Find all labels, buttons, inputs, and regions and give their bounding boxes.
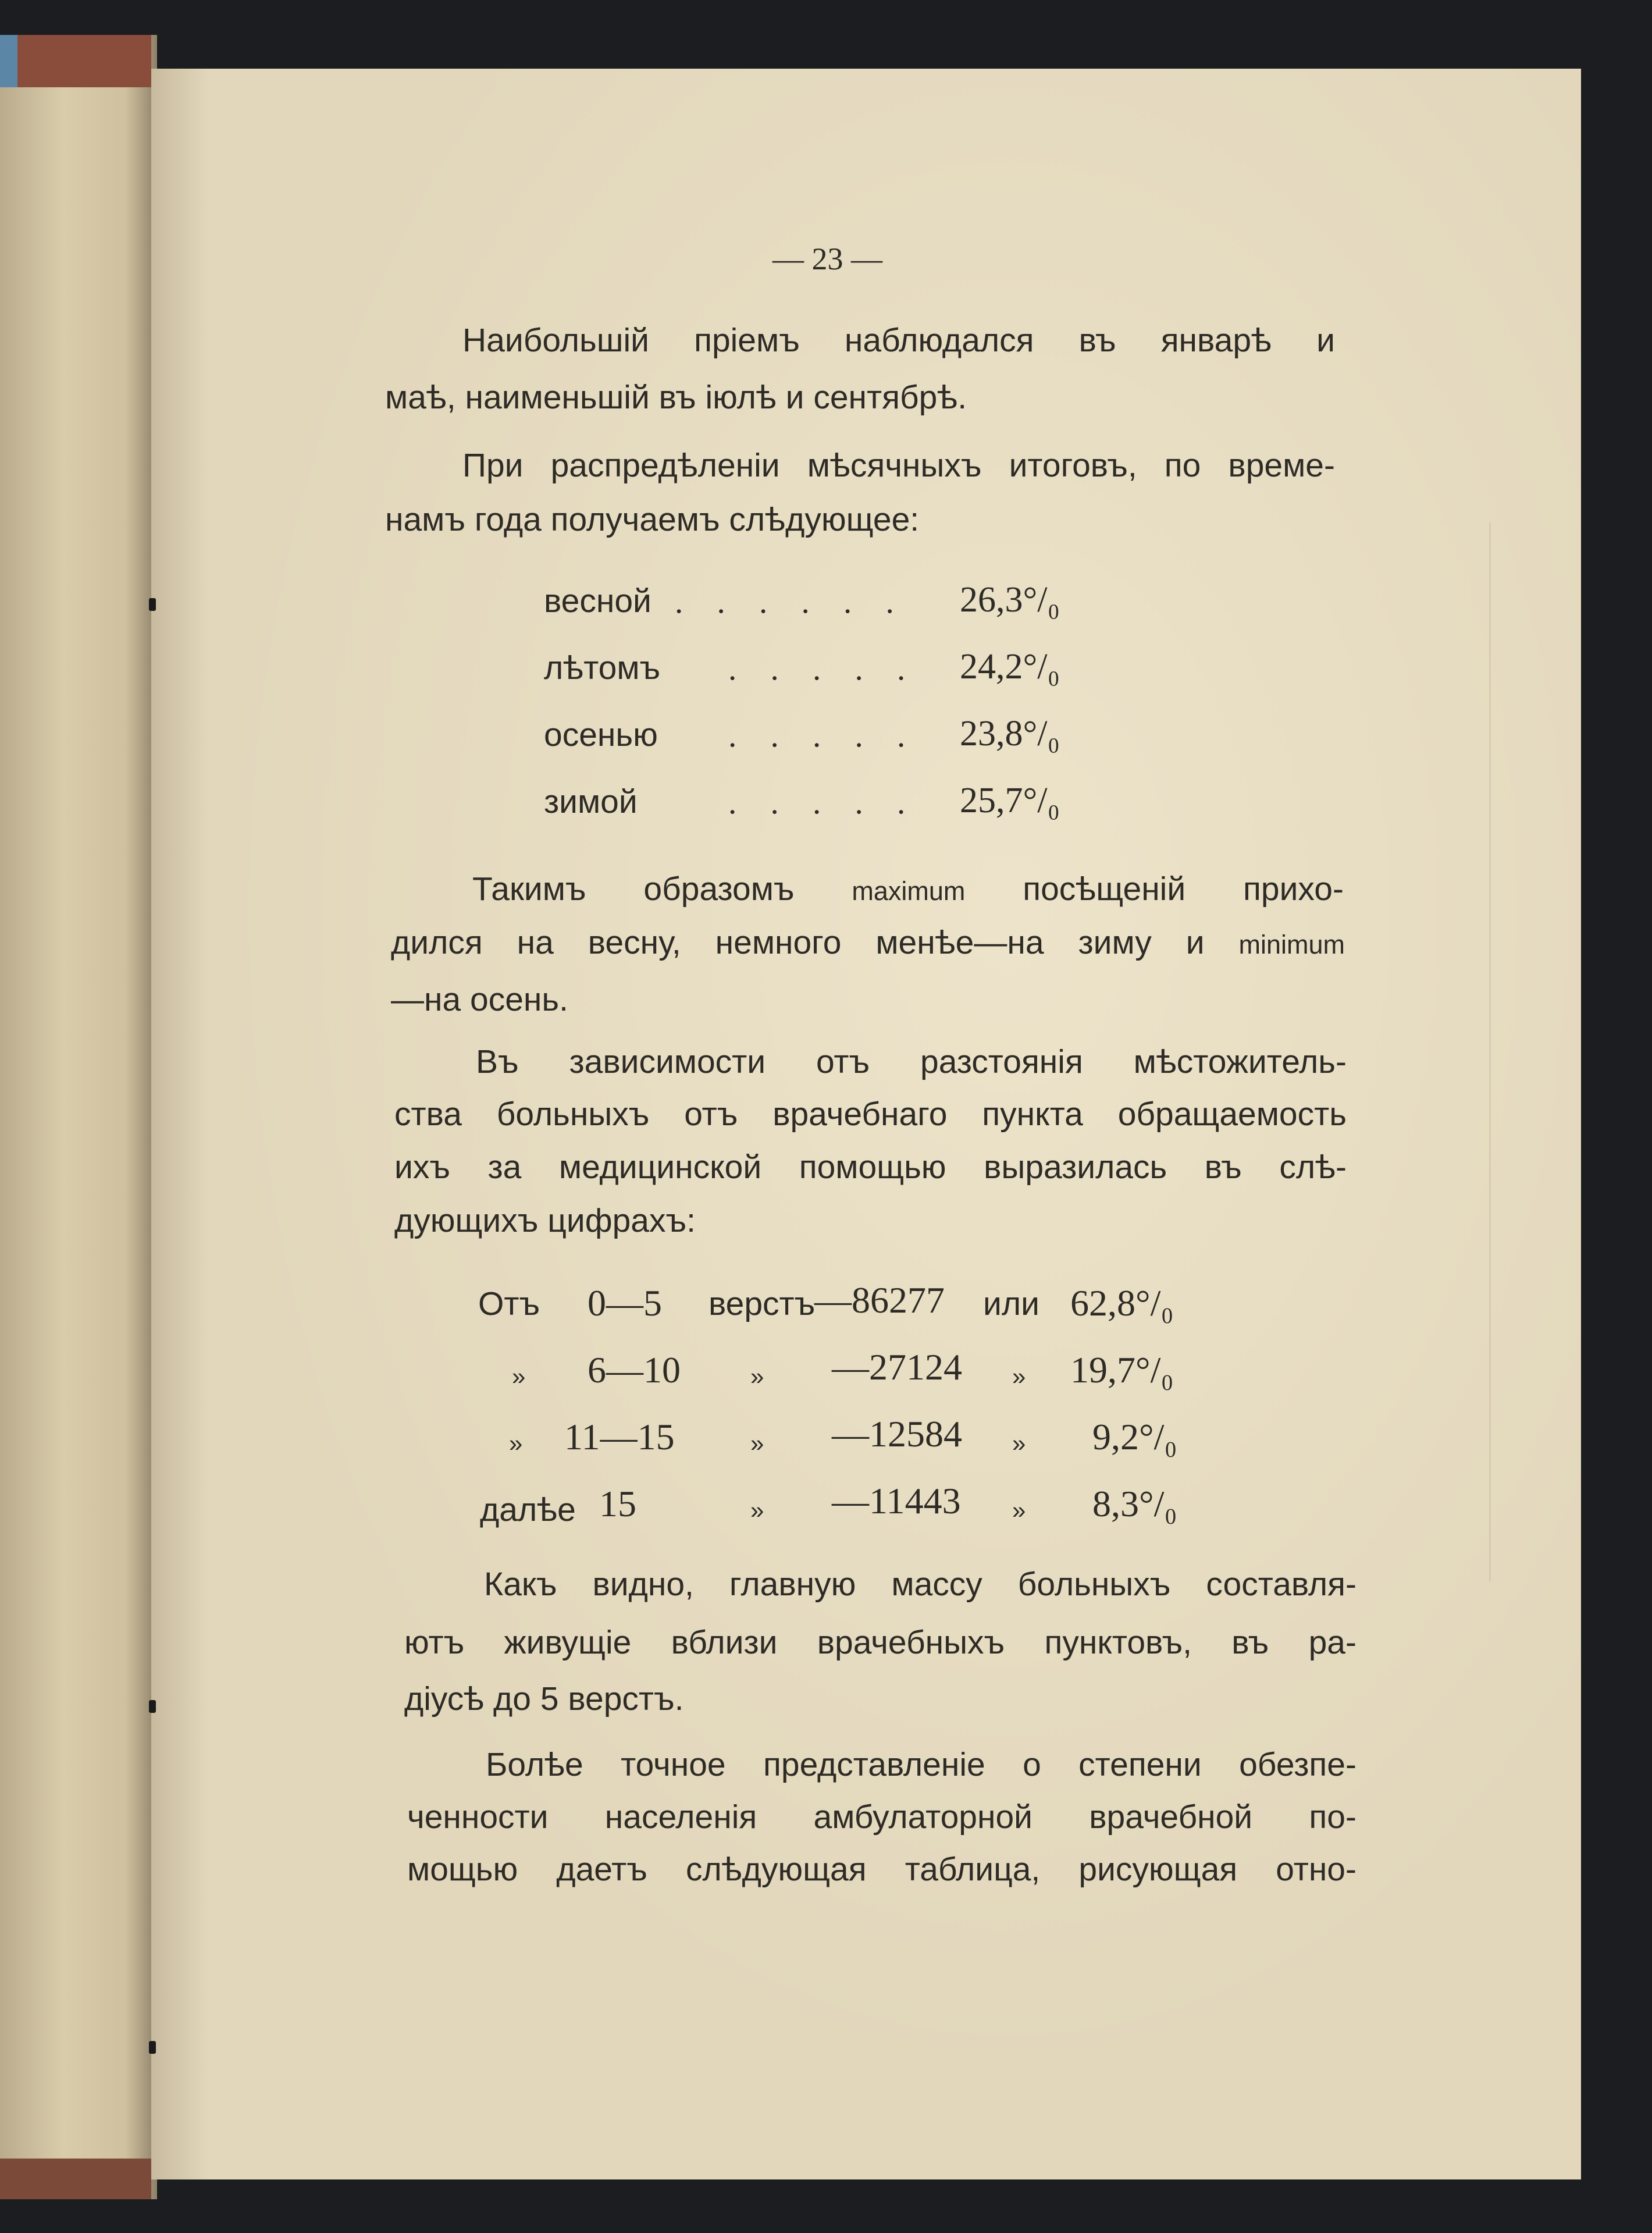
para2-line2: намъ года получаемъ слѣдующее: (385, 501, 920, 538)
book-cover-bottom (0, 2159, 151, 2199)
season-value: 23,8°/₀ (960, 714, 1060, 753)
book-spine-edge (0, 35, 157, 2199)
para6-line1: Болѣе точное представленіе о степени обезпе- (486, 1746, 1357, 1783)
binding-mark (149, 1700, 156, 1713)
page-number: — 23 — (772, 241, 882, 276)
para3-line3: —на осень. (391, 981, 568, 1018)
para5-line3: діусѣ до 5 верстъ. (404, 1680, 684, 1718)
para1-line1: Наибольшій пріемъ наблюдался въ январѣ и (462, 322, 1335, 359)
season-value: 25,7°/₀ (960, 781, 1060, 820)
season-value: 26,3°/₀ (960, 580, 1060, 620)
leader-dots: . . . . . (728, 717, 918, 754)
para3-line2: дился на весну, немного менѣе—на зиму и minimum (391, 924, 1345, 961)
season-name: весной (544, 582, 651, 620)
para5-line2: ютъ живущіе вблизи врачебныхъ пунктовъ, въ ра- (404, 1624, 1357, 1661)
binding-mark (149, 598, 156, 611)
para4-line1: Въ зависимости отъ разстоянія мѣстожитель- (476, 1043, 1347, 1080)
para4-line4: дующихъ цифрахъ: (394, 1202, 696, 1239)
leader-dots: . . . . . . (675, 584, 907, 620)
para2-line1: При распредѣленіи мѣсячныхъ итоговъ, по време- (462, 447, 1335, 484)
binding-mark (149, 2041, 156, 2054)
book-cover-top (0, 35, 151, 87)
para3-line1: Такимъ образомъ maximum посѣщеній прихо- (472, 870, 1344, 908)
para4-line3: ихъ за медицинской помощью выразилась въ слѣ- (394, 1148, 1347, 1186)
season-value: 24,2°/₀ (960, 647, 1060, 687)
season-name: зимой (544, 783, 638, 820)
leader-dots: . . . . . (728, 650, 918, 687)
leader-dots: . . . . . (728, 784, 918, 821)
para5-line1: Какъ видно, главную массу больныхъ составля- (484, 1566, 1357, 1603)
para1-line2: маѣ, наименьшій въ іюлѣ и сентябрѣ. (385, 379, 967, 416)
season-name: осенью (544, 716, 658, 753)
season-name: лѣтомъ (544, 649, 661, 687)
para6-line3: мощью даетъ слѣдующая таблица, рисующая отно- (407, 1851, 1357, 1888)
para6-line2: ченности населенія амбулаторной врачебной по- (407, 1798, 1357, 1836)
show-through-shadow (1489, 522, 1555, 1581)
para4-line2: ства больныхъ отъ врачебнаго пункта обращаемость (394, 1096, 1347, 1133)
